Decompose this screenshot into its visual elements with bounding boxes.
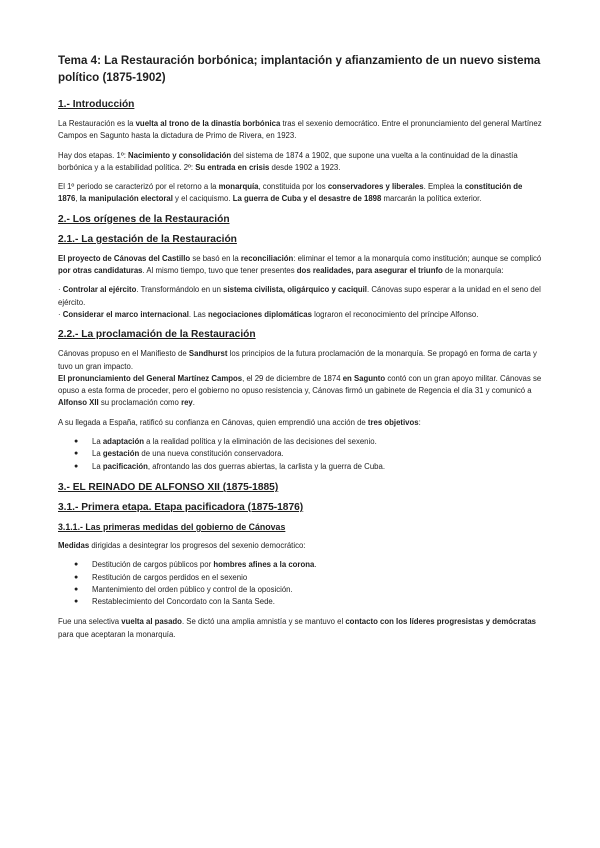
text-run: Hay dos etapas. 1º: — [58, 150, 129, 160]
text-run: de la monarquía: — [442, 266, 504, 276]
text-run: del sistema de 1874 a 1902, que supone una vuelta a la continuidad de la dinastía borbónica y a la estabilidad política. 2º: — [58, 150, 518, 172]
bullet-list-objetivos — [58, 436, 542, 473]
bold-text: la manipulación electoral — [79, 194, 173, 204]
paragraph — [58, 253, 542, 278]
bold-text: hombres afines a la corona — [213, 560, 315, 570]
text-run: Cánovas propuso en el Manifiesto de — [58, 349, 189, 359]
text-run: La — [92, 437, 103, 447]
bold-text: constitución de 1876 — [58, 182, 523, 204]
text-run: Restitución de cargos perdidos en el sexenio — [92, 572, 248, 582]
text-run: los principios de la futura proclamación de la monarquía. Se propagó en forma de carta y tuvo un gran impacto. — [58, 349, 537, 371]
bold-text: La guerra de Cuba y el desastre de 1898 — [232, 194, 382, 204]
bold-text: vuelta al trono de la dinastía borbónica — [135, 119, 281, 128]
paragraph — [58, 181, 542, 206]
list-item — [74, 448, 542, 460]
text-run: La Restauración es la — [58, 119, 136, 128]
text-run: . Se dictó una amplia amnistía y se mantuvo el — [181, 617, 346, 627]
text-run: Restablecimiento del Concordato con la Santa Sede. — [92, 597, 275, 607]
text-run: contó con un gran apoyo militar. Cánovas se opuso a esta forma de proceder, pero el gobierno no opuso resistencia y, Cánovas firmó un gabinete de Regencia el día 31 y comunicó a — [58, 373, 542, 396]
section-heading-introduccion: 1.- Introducción — [58, 99, 135, 110]
text-run: Destitución de cargos públicos por — [92, 560, 214, 570]
text-run: desde 1902 a 1923. — [269, 162, 341, 172]
bold-text: contacto con los líderes progresistas y demócratas — [345, 617, 537, 627]
bold-text: Controlar al ejército — [62, 285, 137, 295]
bold-text: monarquía — [218, 182, 259, 192]
bold-text: Sandhurst — [188, 349, 228, 359]
list-item — [74, 461, 542, 473]
text-run: su proclamación como — [98, 398, 182, 408]
bold-text: Considerar el marco internacional — [62, 309, 189, 319]
bold-text: pacificación — [102, 461, 148, 471]
text-run: . — [192, 398, 195, 408]
subsection-heading-primera-etapa: 3.1.- Primera etapa. Etapa pacificadora (1875-1876) — [58, 501, 304, 513]
list-item — [74, 559, 542, 571]
paragraph — [58, 348, 542, 373]
section-heading-origenes: 2.- Los orígenes de la Restauración — [58, 213, 230, 225]
bold-text: por otras candidaturas — [58, 266, 143, 276]
bold-text: vuelta al pasado — [121, 617, 182, 627]
text-run: , constituida por los — [258, 182, 328, 192]
bold-text: Alfonso XII — [58, 398, 99, 408]
bold-text: sistema civilista, oligárquico y caciquil — [223, 285, 367, 295]
bullet-list-medidas — [58, 559, 542, 608]
paragraph — [58, 309, 542, 321]
bold-text: dos realidades, para asegurar el triunfo — [296, 266, 443, 276]
text-run: dirigidas a desintegrar los progresos del sexenio democrático: — [89, 540, 306, 550]
text-run: . — [314, 560, 317, 570]
bold-text: conservadores y liberales — [327, 182, 424, 192]
text-run: de una nueva constitución conservadora. — [139, 449, 284, 459]
bold-text: Su entrada en crisis — [195, 162, 270, 172]
list-item — [74, 572, 542, 584]
text-run: : eliminar el temor a la monarquía como institución; aunque se complicó — [293, 253, 542, 263]
bold-text: tres objetivos — [367, 417, 419, 427]
text-run: · — [58, 309, 63, 319]
text-run: . Emplea la — [423, 182, 465, 192]
paragraph — [58, 540, 542, 552]
text-run: . Transformándolo en un — [136, 285, 224, 295]
text-run: para que aceptaran la monarquía. — [58, 629, 176, 639]
text-run: . Cánovas supo esperar a la unidad en el seno del ejército. — [58, 285, 541, 307]
text-run: , el 29 de diciembre de 1874 — [242, 373, 343, 383]
list-item — [74, 584, 542, 596]
text-run: tras el sexenio democrático. Entre el pronunciamiento del general Martínez Campos en Sagunto hasta la dictadura de Primo de Rivera, en 1923. — [58, 119, 542, 141]
text-run: , afrontando las dos guerras abiertas, la carlista y la guerra de Cuba. — [147, 461, 385, 471]
paragraph — [58, 150, 542, 175]
bold-text: adaptación — [102, 437, 145, 447]
subsection-heading-gestacion: 2.1.- La gestación de la Restauración — [58, 233, 237, 245]
text-run: se basó en la — [190, 253, 241, 263]
paragraph — [58, 417, 542, 429]
bold-text: negociaciones diplomáticas — [207, 309, 312, 319]
subsubsection-heading-medidas: 3.1.1.- Las primeras medidas del gobierno de Cánovas — [58, 521, 286, 532]
list-item — [74, 436, 542, 448]
bold-text: Nacimiento y consolidación — [128, 150, 232, 160]
list-item — [74, 596, 542, 608]
bold-text: en Sagunto — [342, 373, 386, 383]
subsection-heading-proclamacion: 2.2.- La proclamación de la Restauración — [58, 329, 256, 341]
paragraph — [58, 373, 542, 410]
bold-text: El proyecto de Cánovas del Castillo — [58, 253, 191, 263]
bold-text: Medidas — [58, 540, 90, 550]
text-run: La — [92, 461, 103, 471]
bold-text: reconciliación — [240, 253, 294, 263]
bold-text: El pronunciamiento del General Martínez Campos — [58, 373, 243, 383]
text-run: . Las — [188, 309, 208, 319]
paragraph — [58, 284, 542, 309]
paragraph — [58, 616, 542, 641]
text-run: y el caciquismo. — [172, 194, 233, 204]
text-run: La — [92, 449, 103, 459]
page-title: Tema 4: La Restauración borbónica; implantación y afianzamiento de un nuevo sistema político (1875-1902) — [58, 54, 541, 84]
text-run: Fue una selectiva — [58, 617, 122, 627]
text-run: a la realidad política y la eliminación de las decisiones del sexenio. — [144, 437, 377, 447]
paragraph — [58, 118, 542, 143]
text-run: Mantenimiento del orden público y control de la oposición. — [92, 584, 293, 594]
text-run: : — [418, 417, 421, 427]
text-run: marcarán la política exterior. — [381, 194, 482, 204]
text-run: · — [58, 285, 63, 295]
document-page — [58, 52, 542, 648]
text-run: El 1º periodo se caracterizó por el retorno a la — [58, 182, 219, 192]
text-run: A su llegada a España, ratificó su confianza en Cánovas, quien emprendió una acción de — [58, 417, 368, 427]
section-heading-reinado: 3.- EL REINADO DE ALFONSO XII (1875-1885) — [58, 481, 279, 493]
text-run: , — [75, 194, 80, 204]
bold-text: gestación — [102, 449, 140, 459]
bold-text: rey — [181, 398, 193, 408]
text-run: . Al mismo tiempo, tuvo que tener presentes — [142, 266, 297, 276]
text-run: lograron el reconocimiento del príncipe Alfonso. — [311, 309, 479, 319]
